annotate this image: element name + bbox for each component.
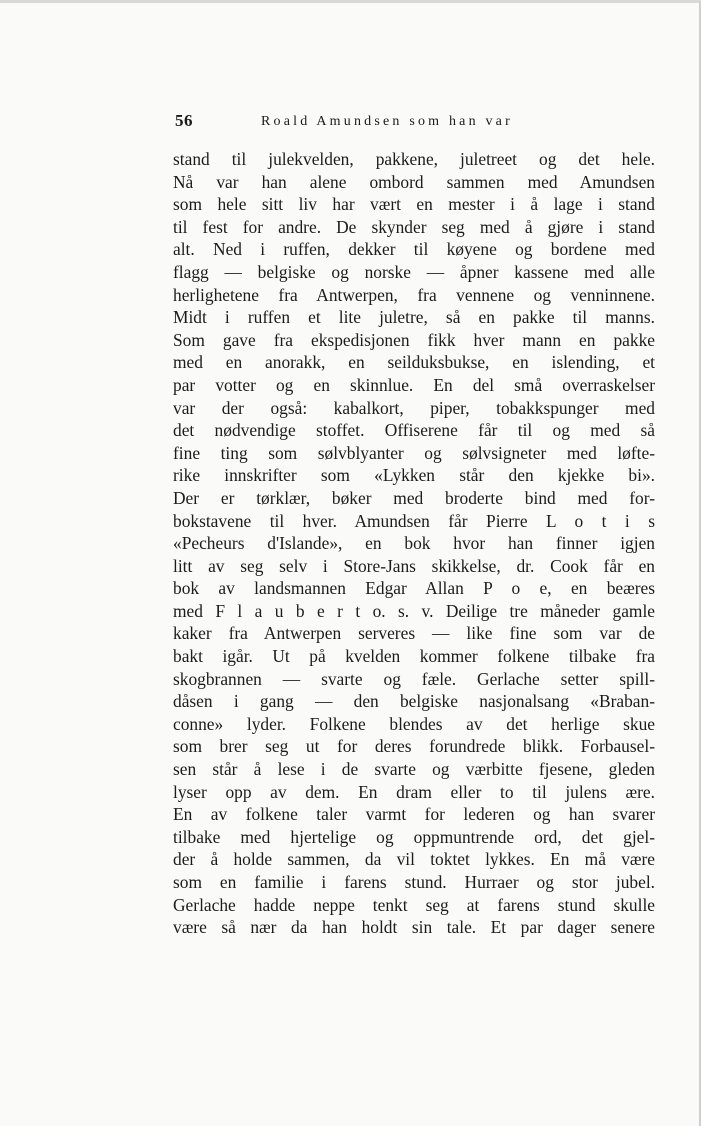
text-line: conne» lyder. Folkene blendes av det herlige skue	[173, 713, 655, 734]
text-line: En av folkene taler varmt for lederen og han svarer	[173, 804, 655, 825]
text-line: som en familie i farens stund. Hurraer og stor jubel.	[173, 872, 655, 892]
text-line: Nå var han alene ombord sammen med Amundsen	[173, 171, 655, 192]
text-line: som brer seg ut for deres forundrede blikk. Forbausel-	[173, 736, 655, 757]
text-line: dåsen i gang — den belgiske nasjonalsang «Braban-	[173, 691, 655, 712]
text-line: Som gave fra ekspedisjonen fikk hver mann en pakke	[173, 329, 655, 350]
text-line: til fest for andre. De skynder seg med å gjøre i stand	[173, 216, 655, 237]
text-line: herlighetene fra Antwerpen, fra vennene og venninnene.	[173, 284, 655, 305]
text-line: Der er tørklær, bøker med broderte bind med for-	[173, 487, 655, 508]
text-line: bok av landsmannen Edgar Allan P o e, en beæres	[173, 578, 655, 599]
text-line: lyser opp av dem. En dram eller to til julens ære.	[173, 781, 655, 802]
text-line: var der også: kabalkort, piper, tobakkspunger med	[173, 397, 655, 418]
running-title: Roald Amundsen som han var	[261, 114, 513, 129]
text-line: bokstavene til hver. Amundsen får Pierre L o t i s	[173, 510, 655, 531]
text-line: kaker fra Antwerpen serveres — like fine som var de	[173, 623, 655, 644]
text-line: flagg — belgiske og norske — åpner kassene med alle	[173, 261, 655, 282]
text-line: litt av seg selv i Store-Jans skikkelse, dr. Cook får en	[173, 555, 655, 576]
text-line: bakt igår. Ut på kvelden kommer folkene tilbake fra	[173, 646, 655, 667]
text-line: alt. Ned i ruffen, dekker til køyene og bordene med	[173, 239, 655, 260]
text-line: det nødvendige stoffet. Offiserene får til og med så	[173, 420, 655, 441]
page-number: 56	[175, 111, 193, 130]
page-header	[175, 111, 655, 133]
text-line: skogbrannen — svarte og fæle. Gerlache setter spill-	[173, 668, 655, 689]
text-line: stand til julekvelden, pakkene, juletreet og det hele.	[173, 149, 655, 169]
text-line: som hele sitt liv har vært en mester i å lage i stand	[173, 194, 655, 215]
text-line: med F l a u b e r t o. s. v. Deilige tre måneder gamle	[173, 600, 655, 621]
body-text	[173, 148, 655, 939]
text-line: Midt i ruffen et lite juletre, så en pakke til manns.	[173, 307, 655, 328]
text-line: tilbake med hjertelige og oppmuntrende ord, det gjel-	[173, 826, 655, 847]
text-line: rike innskrifter som «Lykken står den kjekke bi».	[173, 465, 655, 486]
text-line: være så nær da han holdt sin tale. Et par dager senere	[173, 917, 655, 938]
text-line: fine ting som sølvblyanter og sølvsigneter med løfte-	[173, 442, 655, 463]
text-line: der å holde sammen, da vil toktet lykkes. En må være	[173, 849, 655, 870]
text-line: med en anorakk, en seilduksbukse, en islending, et	[173, 352, 655, 373]
text-line: sen står å lese i de svarte og værbitte fjesene, gleden	[173, 759, 655, 780]
text-line: Gerlache hadde neppe tenkt seg at farens stund skulle	[173, 894, 655, 915]
text-line: «Pecheurs d'Islande», en bok hvor han finner igjen	[173, 533, 655, 554]
text-line: par votter og en skinnlue. En del små overraskelser	[173, 374, 655, 395]
